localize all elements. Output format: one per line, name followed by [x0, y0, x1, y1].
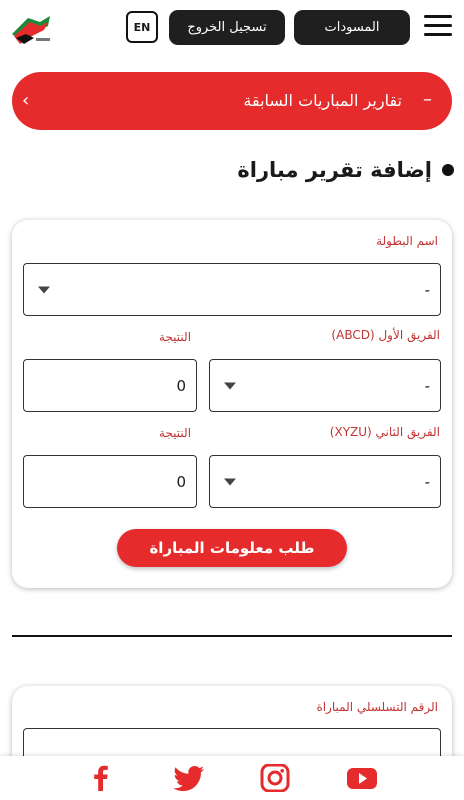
logout-button[interactable]: تسجيل الخروج	[169, 10, 285, 45]
section-divider	[12, 635, 452, 637]
chevron-down-icon	[38, 286, 50, 293]
drafts-button[interactable]: المسودات	[294, 10, 410, 45]
banner-title: تقارير المباريات السابقة	[243, 91, 402, 110]
youtube-icon[interactable]	[346, 764, 378, 792]
bullet-icon	[442, 164, 454, 176]
instagram-icon[interactable]	[260, 764, 290, 792]
previous-reports-banner[interactable]	[12, 72, 452, 130]
chevron-down-icon	[224, 382, 236, 389]
request-match-info-button[interactable]: طلب معلومات المباراة	[117, 529, 347, 567]
match-report-form-card	[12, 220, 452, 588]
team2-select-value: -	[424, 472, 430, 491]
chevron-down-icon	[224, 478, 236, 485]
minus-icon: –	[423, 89, 432, 110]
app-header	[0, 0, 464, 56]
score1-input-value: 0	[176, 376, 186, 395]
facebook-icon[interactable]	[86, 764, 116, 792]
score2-input[interactable]	[23, 455, 197, 508]
score2-input-value: 0	[176, 472, 186, 491]
section-title: إضافة تقرير مباراة	[237, 158, 432, 182]
team1-select[interactable]	[209, 359, 441, 412]
tournament-select-value: -	[424, 280, 430, 299]
tournament-select[interactable]	[23, 263, 441, 316]
uae-logo	[10, 12, 52, 46]
team2-label: الفريق الثاني (XYZU)	[329, 425, 440, 439]
social-footer	[0, 756, 464, 800]
hamburger-menu-icon[interactable]	[424, 15, 452, 39]
score1-label: النتيجة	[159, 330, 192, 344]
twitter-icon[interactable]	[172, 764, 206, 792]
score2-label: النتيجة	[159, 426, 192, 440]
chevron-left-icon[interactable]: ‹	[22, 90, 30, 111]
score1-input[interactable]	[23, 359, 197, 412]
serial-label: الرقم التسلسلي المباراة	[316, 700, 438, 714]
team1-select-value: -	[424, 376, 430, 395]
section-heading	[237, 158, 454, 182]
team1-label: الفريق الأول (ABCD)	[331, 328, 440, 342]
team2-select[interactable]	[209, 455, 441, 508]
language-toggle-button[interactable]: EN	[126, 11, 158, 43]
tournament-label: اسم البطولة	[376, 234, 438, 248]
